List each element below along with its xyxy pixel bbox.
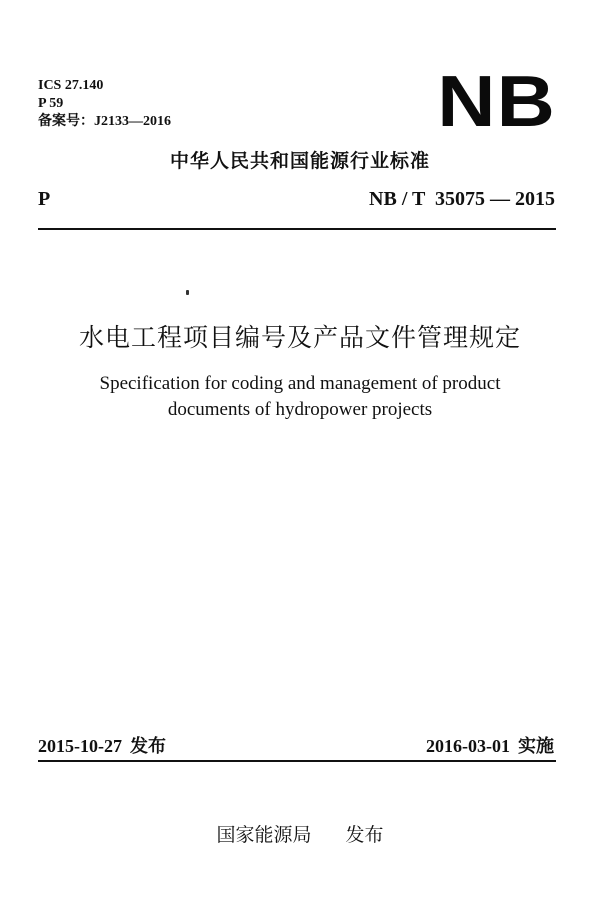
scan-speck — [186, 290, 189, 295]
effective-date-block — [426, 732, 554, 758]
effective-label: 实施 — [518, 736, 554, 757]
p-code: P 59 — [38, 96, 64, 111]
issuer-name: 国家能源局 — [216, 824, 312, 846]
title-chinese: 水电工程项目编号及产品文件管理规定 — [78, 323, 521, 352]
standard-number: NB / T 35075 — 2015 — [369, 188, 555, 210]
record-number: 备案号：J2133—2016 — [38, 114, 171, 129]
standard-category: P — [38, 188, 51, 210]
issue-date: 2015-10-27 — [38, 736, 122, 756]
top-rule — [38, 228, 556, 230]
title-english-line1: Specification for coding and management of product — [99, 373, 501, 394]
standard-name: 中华人民共和国能源行业标准 — [169, 150, 430, 172]
ics-code: ICS 27.140 — [38, 78, 104, 93]
bottom-rule — [38, 760, 556, 762]
effective-date: 2016-03-01 — [426, 736, 510, 756]
issue-date-block — [38, 732, 166, 758]
nb-logo: NB — [437, 62, 556, 142]
issue-label: 发布 — [130, 736, 166, 757]
issuer-block — [0, 820, 600, 847]
issuer-label: 发布 — [345, 824, 384, 846]
title-english-line2: documents of hydropower projects — [167, 399, 433, 420]
